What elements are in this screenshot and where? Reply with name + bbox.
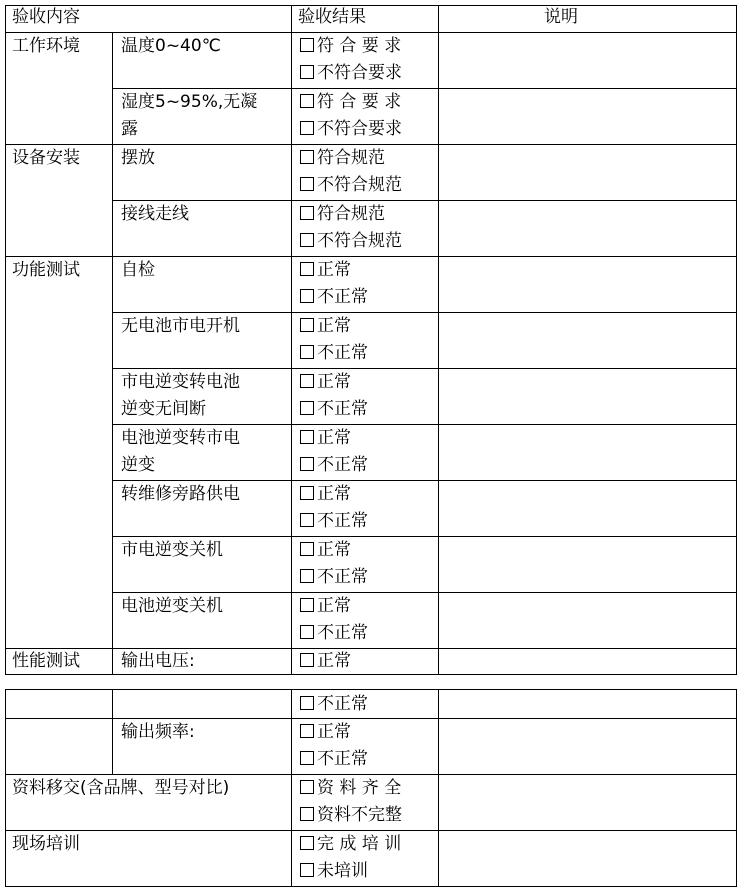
- category-label: 工作环境: [12, 36, 80, 56]
- checkbox-icon[interactable]: [300, 863, 314, 877]
- checkbox-icon[interactable]: [300, 569, 314, 583]
- checkbox-option[interactable]: 不符合规范: [300, 172, 402, 199]
- checkbox-icon[interactable]: [300, 233, 314, 247]
- checkbox-option[interactable]: 不正常: [300, 452, 368, 479]
- checkbox-option[interactable]: 资 料 齐 全: [300, 775, 401, 802]
- checkbox-option[interactable]: 正常: [300, 719, 351, 746]
- checkbox-option[interactable]: 正常: [300, 369, 351, 396]
- checkbox-option[interactable]: 正常: [300, 481, 351, 508]
- checkbox-icon[interactable]: [300, 780, 314, 794]
- checkbox-option[interactable]: 不正常: [300, 340, 368, 367]
- checkbox-icon[interactable]: [300, 486, 314, 500]
- checkbox-icon[interactable]: [300, 150, 314, 164]
- checkbox-icon[interactable]: [300, 724, 314, 738]
- checkbox-option[interactable]: 不符合要求: [300, 60, 402, 87]
- checkbox-icon[interactable]: [300, 430, 314, 444]
- checkbox-option[interactable]: 不正常: [300, 620, 368, 647]
- checkbox-icon[interactable]: [300, 374, 314, 388]
- checkbox-icon[interactable]: [300, 653, 314, 667]
- checkbox-option[interactable]: 符合规范: [300, 145, 385, 172]
- item-label-continued: 露: [121, 119, 138, 139]
- checkbox-option[interactable]: 不正常: [300, 564, 368, 591]
- item-label: 输出频率:: [121, 722, 195, 742]
- checkbox-icon[interactable]: [300, 38, 314, 52]
- category-label: 设备安装: [12, 148, 80, 168]
- checkbox-icon[interactable]: [300, 177, 314, 191]
- checkbox-option[interactable]: 完 成 培 训: [300, 831, 401, 858]
- checkbox-option[interactable]: 不正常: [300, 691, 368, 718]
- checkbox-icon[interactable]: [300, 289, 314, 303]
- item-label: 摆放: [121, 148, 155, 168]
- checkbox-option[interactable]: 符 合 要 求: [300, 33, 401, 60]
- checkbox-icon[interactable]: [300, 836, 314, 850]
- category-label: 资料移交(含品牌、型号对比): [12, 778, 230, 798]
- header-result: 验收结果: [298, 7, 366, 27]
- checkbox-option[interactable]: 符合规范: [300, 201, 385, 228]
- checkbox-option[interactable]: 不正常: [300, 746, 368, 773]
- checkbox-icon[interactable]: [300, 751, 314, 765]
- item-label-continued: 逆变: [121, 455, 155, 475]
- checkbox-icon[interactable]: [300, 598, 314, 612]
- item-label: 温度0~40℃: [121, 36, 221, 56]
- header-content: 验收内容: [12, 7, 80, 27]
- checkbox-option[interactable]: 不正常: [300, 396, 368, 423]
- checkbox-option[interactable]: 正常: [300, 593, 351, 620]
- item-label: 转维修旁路供电: [121, 484, 240, 504]
- item-label: 市电逆变转电池: [121, 372, 240, 392]
- category-label: 功能测试: [12, 260, 80, 280]
- checkbox-icon[interactable]: [300, 206, 314, 220]
- checkbox-option[interactable]: 正常: [300, 425, 351, 452]
- checkbox-icon[interactable]: [300, 457, 314, 471]
- checkbox-icon[interactable]: [300, 625, 314, 639]
- checkbox-option[interactable]: 不符合要求: [300, 116, 402, 143]
- checkbox-icon[interactable]: [300, 318, 314, 332]
- item-label: 接线走线: [121, 204, 189, 224]
- item-label: 电池逆变转市电: [121, 428, 240, 448]
- item-label: 电池逆变关机: [121, 596, 223, 616]
- item-label: 湿度5~95%,无凝: [121, 92, 258, 112]
- checkbox-option[interactable]: 正常: [300, 313, 351, 340]
- checkbox-icon[interactable]: [300, 513, 314, 527]
- checkbox-option[interactable]: 资料不完整: [300, 802, 402, 829]
- item-label-continued: 逆变无间断: [121, 399, 206, 419]
- checkbox-option[interactable]: 正常: [300, 648, 351, 675]
- checkbox-icon[interactable]: [300, 345, 314, 359]
- checkbox-option[interactable]: 正常: [300, 537, 351, 564]
- category-label: 现场培训: [12, 834, 80, 854]
- item-label: 输出电压:: [121, 651, 195, 671]
- checkbox-icon[interactable]: [300, 696, 314, 710]
- checkbox-option[interactable]: 不正常: [300, 284, 368, 311]
- checkbox-option[interactable]: 未培训: [300, 858, 368, 885]
- checkbox-option[interactable]: 不正常: [300, 508, 368, 535]
- checkbox-icon[interactable]: [300, 65, 314, 79]
- checkbox-icon[interactable]: [300, 121, 314, 135]
- checkbox-option[interactable]: 正常: [300, 257, 351, 284]
- header-note: 说明: [544, 7, 578, 27]
- checkbox-icon[interactable]: [300, 542, 314, 556]
- item-label: 自检: [121, 260, 155, 280]
- item-label: 市电逆变关机: [121, 540, 223, 560]
- checkbox-option[interactable]: 符 合 要 求: [300, 89, 401, 116]
- checkbox-icon[interactable]: [300, 262, 314, 276]
- checkbox-icon[interactable]: [300, 401, 314, 415]
- checkbox-option[interactable]: 不符合规范: [300, 228, 402, 255]
- checkbox-icon[interactable]: [300, 94, 314, 108]
- checkbox-icon[interactable]: [300, 807, 314, 821]
- item-label: 无电池市电开机: [121, 316, 240, 336]
- category-label: 性能测试: [12, 651, 80, 671]
